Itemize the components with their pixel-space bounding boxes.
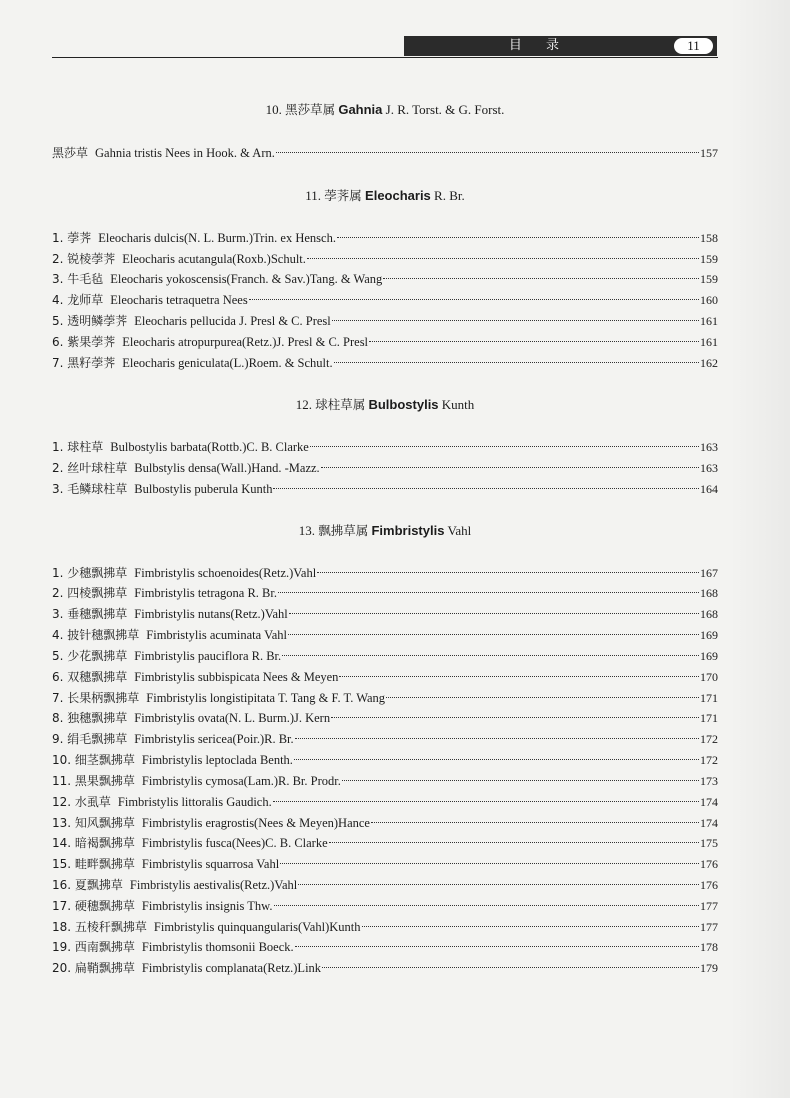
species-name-sci: Fimbristylis quinquangularis(Vahl)Kunth xyxy=(153,920,361,934)
page-ref: 167 xyxy=(700,566,718,580)
toc-entry[interactable] xyxy=(52,834,718,852)
toc-entry[interactable] xyxy=(52,564,718,582)
leader-dots xyxy=(276,152,699,153)
page-ref: 174 xyxy=(700,816,718,830)
leader-dots xyxy=(294,759,699,760)
genus-author: J. R. Torst. & G. Forst. xyxy=(385,102,505,117)
page-ref: 176 xyxy=(700,857,718,871)
leader-dots xyxy=(288,634,699,635)
leader-dots xyxy=(339,676,699,677)
genus-number: 12. xyxy=(295,397,312,412)
species-name-cn: 10. 细茎飘拂草 xyxy=(52,753,135,767)
species-name-cn: 14. 暗褐飘拂草 xyxy=(52,836,135,850)
leader-dots xyxy=(337,237,699,238)
toc-entry[interactable] xyxy=(52,480,718,498)
species-name-sci: Bulbstylis densa(Wall.)Hand. -Mazz. xyxy=(134,461,320,475)
leader-dots xyxy=(310,446,699,447)
leader-dots xyxy=(274,905,700,906)
leader-dots xyxy=(332,320,699,321)
page-ref: 177 xyxy=(700,899,718,913)
species-name-cn: 2. 锐棱荸荠 xyxy=(52,252,116,266)
species-name-sci: Fimbristylis complanata(Retz.)Link xyxy=(141,961,322,975)
species-name-sci: Fimbristylis pauciflora R. Br. xyxy=(134,649,282,663)
genus-name-sci: Bulbostylis xyxy=(368,397,439,412)
page-ref: 159 xyxy=(700,272,718,286)
leader-dots xyxy=(249,299,699,300)
toc-entry[interactable] xyxy=(52,814,718,832)
toc-entry[interactable] xyxy=(52,689,718,707)
page-ref: 169 xyxy=(700,649,718,663)
toc-entry[interactable] xyxy=(52,751,718,769)
genus-heading-bulbostylis xyxy=(52,396,718,414)
toc-entry[interactable] xyxy=(52,333,718,351)
toc-entry[interactable] xyxy=(52,250,718,268)
species-name-cn: 2. 丝叶球柱草 xyxy=(52,461,128,475)
species-name-sci: Fimbristylis insignis Thw. xyxy=(141,899,273,913)
species-name-cn: 20. 扁鞘飘拂草 xyxy=(52,961,135,975)
page-ref: 164 xyxy=(700,482,718,496)
species-name-cn: 2. 四棱飘拂草 xyxy=(52,586,128,600)
species-name-cn: 1. 荸荠 xyxy=(52,231,92,245)
toc-entry[interactable] xyxy=(52,668,718,686)
species-name-cn: 1. 球柱草 xyxy=(52,440,104,454)
toc-entry[interactable] xyxy=(52,918,718,936)
genus-name-cn: 黑莎草属 xyxy=(285,102,336,117)
leader-dots xyxy=(298,884,699,885)
leader-dots xyxy=(329,842,699,843)
page-ref: 157 xyxy=(700,146,718,160)
page-ref: 175 xyxy=(700,836,718,850)
species-name-cn: 4. 龙师草 xyxy=(52,293,104,307)
species-name-sci: Fimbristylis subbispicata Nees & Meyen xyxy=(134,670,339,684)
species-name-cn: 19. 西南飘拂草 xyxy=(52,940,135,954)
leader-dots xyxy=(383,278,699,279)
page-ref: 160 xyxy=(700,293,718,307)
species-name-sci: Eleocharis dulcis(N. L. Burm.)Trin. ex Hensch. xyxy=(98,231,336,245)
leader-dots xyxy=(282,655,699,656)
leader-dots xyxy=(321,467,699,468)
species-name-cn: 1. 少穗飘拂草 xyxy=(52,566,128,580)
leader-dots xyxy=(278,592,699,593)
toc-entry[interactable] xyxy=(52,876,718,894)
genus-number: 11. xyxy=(305,188,322,203)
leader-dots xyxy=(386,697,699,698)
page-ref: 171 xyxy=(700,691,718,705)
species-name-sci: Fimbristylis longistipitata T. Tang & F. T. Wang xyxy=(146,691,386,705)
leader-dots xyxy=(334,362,699,363)
page-ref: 172 xyxy=(700,732,718,746)
species-name-sci: Fimbristylis sericea(Poir.)R. Br. xyxy=(134,732,294,746)
genus-number: 10. xyxy=(265,102,282,117)
page-ref: 171 xyxy=(700,711,718,725)
species-name-cn: 6. 双穗飘拂草 xyxy=(52,670,128,684)
toc-entry[interactable] xyxy=(52,229,718,247)
species-name-cn: 3. 毛鳞球柱草 xyxy=(52,482,128,496)
species-name-sci: Bulbostylis puberula Kunth xyxy=(134,482,273,496)
species-name-sci: Eleocharis yokoscensis(Franch. & Sav.)Tang. & Wang xyxy=(110,272,383,286)
species-name-sci: Fimbristylis cymosa(Lam.)R. Br. Prodr. xyxy=(141,774,341,788)
toc-entry[interactable] xyxy=(52,605,718,623)
species-name-cn: 12. 水虱草 xyxy=(52,795,111,809)
genus-name-cn: 荸荠属 xyxy=(324,188,362,203)
species-name-sci: Fimbristylis nutans(Retz.)Vahl xyxy=(134,607,288,621)
species-name-cn: 15. 畦畔飘拂草 xyxy=(52,857,135,871)
species-name-sci: Eleocharis acutangula(Roxb.)Schult. xyxy=(122,252,306,266)
species-name-sci: Eleocharis tetraquetra Nees xyxy=(110,293,248,307)
leader-dots xyxy=(295,738,699,739)
toc-entry[interactable] xyxy=(52,144,718,162)
leader-dots xyxy=(331,717,699,718)
species-name-sci: Fimbristylis aestivalis(Retz.)Vahl xyxy=(129,878,298,892)
page-edge-shade xyxy=(730,0,790,1098)
species-name-sci: Fimbristylis thomsonii Boeck. xyxy=(141,940,294,954)
toc-entry[interactable] xyxy=(52,897,718,915)
page-ref: 163 xyxy=(700,440,718,454)
toc-entry[interactable] xyxy=(52,959,718,977)
toc-entry[interactable] xyxy=(52,438,718,456)
species-name-cn: 3. 牛毛毡 xyxy=(52,272,104,286)
genus-name-sci: Gahnia xyxy=(338,102,383,117)
leader-dots xyxy=(362,926,700,927)
genus-name-sci: Fimbristylis xyxy=(371,523,445,538)
toc-entry[interactable] xyxy=(52,291,718,309)
leader-dots xyxy=(295,946,699,947)
page-ref: 177 xyxy=(700,920,718,934)
toc-entry[interactable] xyxy=(52,354,718,372)
species-name-cn: 5. 透明鳞荸荠 xyxy=(52,314,128,328)
genus-name-cn: 飘拂草属 xyxy=(318,523,369,538)
leader-dots xyxy=(371,822,699,823)
page-ref: 179 xyxy=(700,961,718,975)
species-name-sci: Fimbristylis fusca(Nees)C. B. Clarke xyxy=(141,836,328,850)
toc-entry[interactable] xyxy=(52,772,718,790)
toc-entry[interactable] xyxy=(52,855,718,873)
genus-author: Vahl xyxy=(447,523,472,538)
species-name-sci: Fimbristylis tetragona R. Br. xyxy=(134,586,277,600)
species-name-sci: Fimbristylis leptoclada Benth. xyxy=(141,753,293,767)
page-ref: 168 xyxy=(700,586,718,600)
species-name-sci: Fimbristylis schoenoides(Retz.)Vahl xyxy=(134,566,317,580)
species-name-cn: 5. 少花飘拂草 xyxy=(52,649,128,663)
species-name-cn: 4. 披针穗飘拂草 xyxy=(52,628,140,642)
page-ref: 170 xyxy=(700,670,718,684)
species-name-sci: Fimbristylis eragrostis(Nees & Meyen)Hance xyxy=(141,816,370,830)
toc-entry[interactable] xyxy=(52,938,718,956)
species-name-sci: Eleocharis atropurpurea(Retz.)J. Presl & C. Presl xyxy=(122,335,369,349)
species-name-sci: Bulbostylis barbata(Rottb.)C. B. Clarke xyxy=(110,440,309,454)
species-name-cn: 7. 长果柄飘拂草 xyxy=(52,691,140,705)
page-ref: 169 xyxy=(700,628,718,642)
toc-entry[interactable] xyxy=(52,647,718,665)
page-ref: 162 xyxy=(700,356,718,370)
toc-entry[interactable] xyxy=(52,730,718,748)
species-name-cn: 3. 垂穗飘拂草 xyxy=(52,607,128,621)
genus-number: 13. xyxy=(298,523,315,538)
species-name-cn: 16. 夏飘拂草 xyxy=(52,878,123,892)
toc-entry[interactable] xyxy=(52,312,718,330)
species-name-cn: 11. 黑果飘拂草 xyxy=(52,774,135,788)
page-ref: 173 xyxy=(700,774,718,788)
leader-dots xyxy=(369,341,699,342)
leader-dots xyxy=(280,863,699,864)
genus-author: Kunth xyxy=(441,397,475,412)
page-ref: 158 xyxy=(700,231,718,245)
page-number: 11 xyxy=(674,38,713,54)
species-name-cn: 7. 黑籽荸荠 xyxy=(52,356,116,370)
species-name-cn: 黑莎草 xyxy=(52,146,89,160)
species-name-sci: Fimbristylis ovata(N. L. Burm.)J. Kern xyxy=(134,711,331,725)
species-name-sci: Eleocharis geniculata(L.)Roem. & Schult. xyxy=(122,356,333,370)
page-ref: 174 xyxy=(700,795,718,809)
species-name-cn: 9. 绢毛飘拂草 xyxy=(52,732,128,746)
toc-entry[interactable] xyxy=(52,584,718,602)
page-ref: 159 xyxy=(700,252,718,266)
species-name-sci: Gahnia tristis Nees in Hook. & Arn. xyxy=(95,146,275,160)
species-name-sci: Fimbristylis squarrosa Vahl xyxy=(141,857,280,871)
leader-dots xyxy=(273,801,699,802)
genus-heading-fimbristylis xyxy=(52,522,718,540)
genus-heading-gahnia xyxy=(52,101,718,119)
species-name-cn: 17. 硬穗飘拂草 xyxy=(52,899,135,913)
species-name-cn: 6. 紫果荸荠 xyxy=(52,335,116,349)
page-ref: 172 xyxy=(700,753,718,767)
species-name-sci: Fimbristylis acuminata Vahl xyxy=(146,628,287,642)
page-ref: 163 xyxy=(700,461,718,475)
species-name-sci: Fimbristylis littoralis Gaudich. xyxy=(117,795,272,809)
toc-entry[interactable] xyxy=(52,709,718,727)
leader-dots xyxy=(273,488,699,489)
genus-name-sci: Eleocharis xyxy=(365,188,431,203)
genus-heading-eleocharis xyxy=(52,187,718,205)
genus-author: R. Br. xyxy=(434,188,465,203)
toc-entry[interactable] xyxy=(52,459,718,477)
page-ref: 168 xyxy=(700,607,718,621)
page-ref: 178 xyxy=(700,940,718,954)
species-name-cn: 18. 五棱秆飘拂草 xyxy=(52,920,147,934)
toc-entry[interactable] xyxy=(52,270,718,288)
header-rule xyxy=(52,57,718,58)
page-ref: 161 xyxy=(700,314,718,328)
running-header-title: 目 录 xyxy=(508,38,570,53)
leader-dots xyxy=(307,258,699,259)
species-name-cn: 13. 知风飘拂草 xyxy=(52,816,135,830)
species-name-sci: Eleocharis pellucida J. Presl & C. Presl xyxy=(134,314,331,328)
toc-entry[interactable] xyxy=(52,793,718,811)
leader-dots xyxy=(317,572,699,573)
leader-dots xyxy=(322,967,699,968)
species-name-cn: 8. 独穗飘拂草 xyxy=(52,711,128,725)
leader-dots xyxy=(289,613,699,614)
genus-name-cn: 球柱草属 xyxy=(315,397,366,412)
toc-entry[interactable] xyxy=(52,626,718,644)
page-ref: 176 xyxy=(700,878,718,892)
leader-dots xyxy=(342,780,699,781)
page-ref: 161 xyxy=(700,335,718,349)
